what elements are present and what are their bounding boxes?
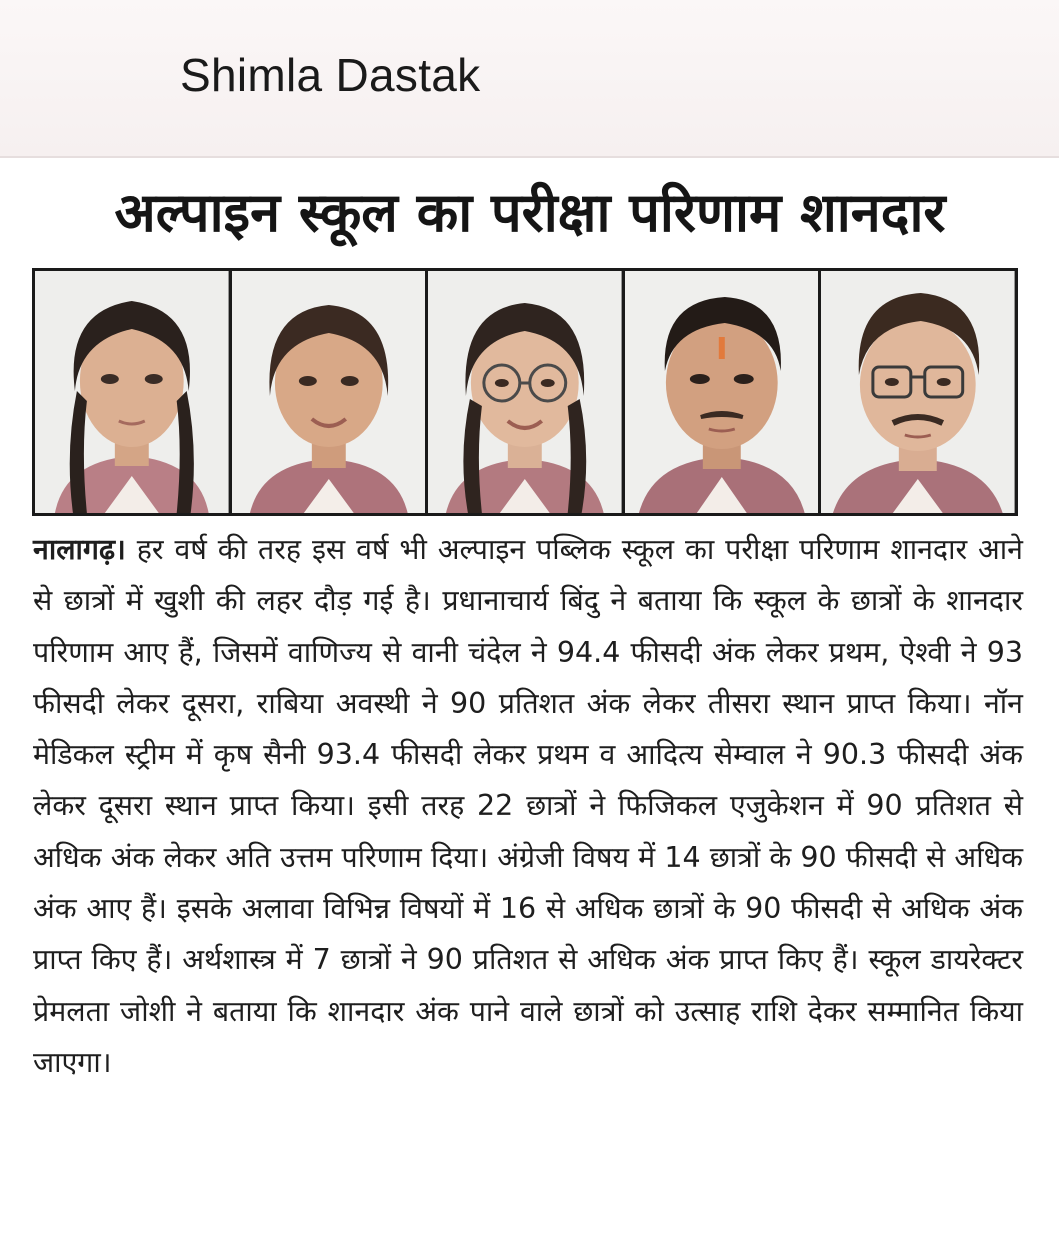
article-text: हर वर्ष की तरह इस वर्ष भी अल्पाइन पब्लिक स्कूल का परीक्षा परिणाम शानदार आने से छात्रों में खुशी की लहर दौड़ गई है। प्रधानाचार्य बिंदु ने बताया कि स्कूल के छात्रों के शानदार परिणाम आए हैं, जिसमें वाणिज्य से वानी चंदेल ने 94.4 फीसदी अंक लेकर प्रथम, ऐश्वी ने 93 फीसदी लेकर दूसरा, राबिया अवस्थी ने 90 प्रतिशत अंक लेकर तीसरा स्थान प्राप्त किया। नॉन मेडिकल स्ट्रीम में कृष सैनी 93.4 फीसदी लेकर प्रथम व आदित्य सेम्वाल ने 90.3 फीसदी अंक लेकर दूसरा स्थान प्राप्त किया। इसी तरह 22 छात्रों ने फिजिकल एजुकेशन में 90 प्रतिशत से अधिक अंक लेकर अति उत्तम परिणाम दिया। अंग्रेजी विषय में 14 छात्रों के 90 फीसदी से अधिक अंक आए हैं। इसके अलावा विभिन्न विषयों में 16 से अधिक छात्रों के 90 फीसदी से अधिक अंक प्राप्त किए हैं। अर्थशास्त्र में 7 छात्रों ने 90 प्रतिशत से अधिक अंक प्राप्त किए हैं। स्कूल डायरेक्टर प्रेमलता जोशी ने बताया कि शानदार अंक पाने वाले छात्रों को उत्साह राशि देकर सम्मानित किया जाएगा।	[33, 533, 1023, 1079]
student-photo-4	[625, 271, 819, 513]
masthead	[0, 0, 1059, 158]
student-portrait-girl-braids-icon	[35, 271, 229, 513]
article-dateline: नालागढ़।	[33, 533, 126, 566]
student-portrait-girl-glasses-icon	[428, 271, 622, 513]
student-photo-3	[428, 271, 622, 513]
photo-strip	[32, 268, 1018, 516]
masthead-divider	[0, 156, 1059, 158]
publication-name: Shimla Dastak	[180, 49, 481, 101]
student-portrait-boy-tilak-icon	[625, 271, 819, 513]
student-photo-5	[821, 271, 1015, 513]
student-portrait-girl-smiling-icon	[232, 271, 426, 513]
article-body	[33, 524, 1023, 1088]
student-portrait-boy-glasses-icon	[821, 271, 1015, 513]
student-photo-1	[35, 271, 229, 513]
headline: अल्पाइन स्कूल का परीक्षा परिणाम शानदार	[114, 181, 946, 244]
student-photo-2	[232, 271, 426, 513]
